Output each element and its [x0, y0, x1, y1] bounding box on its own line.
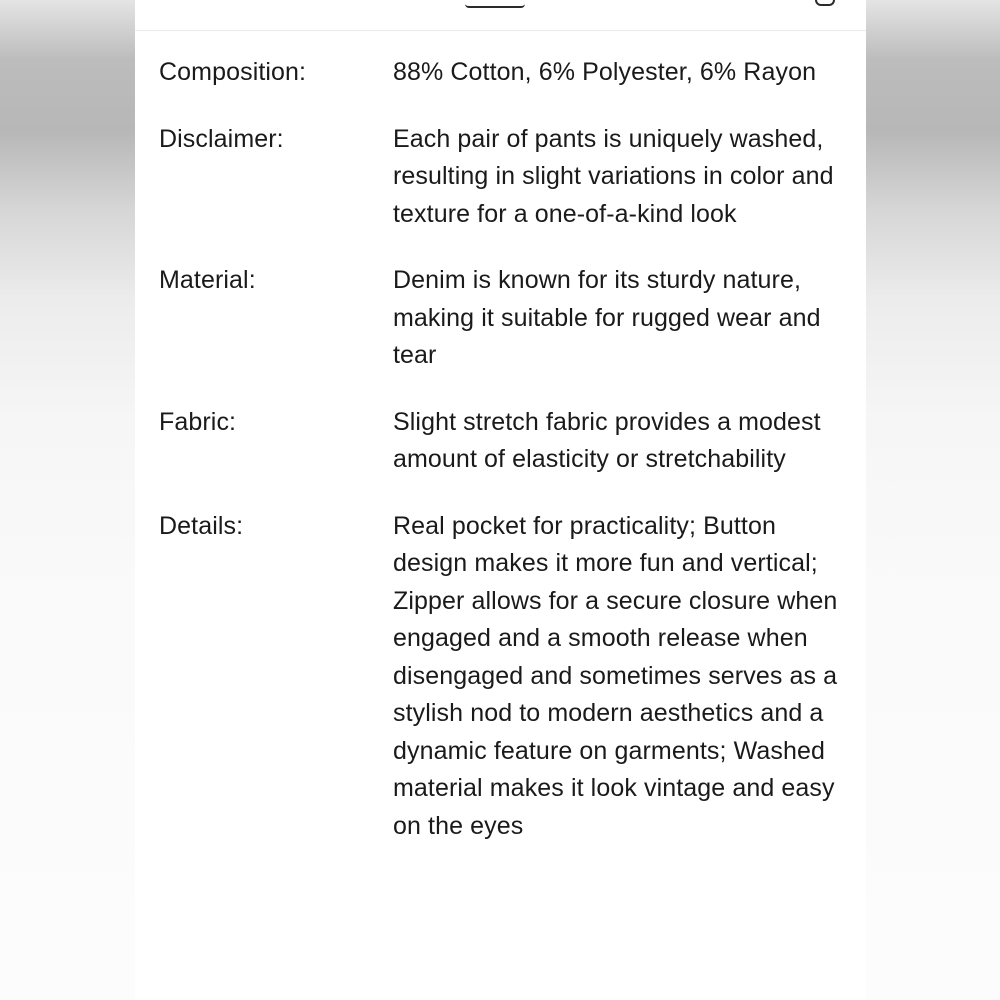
- spec-value: Denim is known for its sturdy nature, making it suitable for rugged wear and tear: [393, 266, 821, 369]
- card-header-cropped: [135, 0, 866, 31]
- header-title-fragment: [465, 0, 525, 8]
- product-specs-card: [135, 0, 866, 1000]
- cropped-header-icon[interactable]: [815, 0, 835, 6]
- spec-label: Composition:: [159, 58, 307, 86]
- spec-label: Details:: [159, 511, 244, 540]
- spec-value: Real pocket for practicality; Button design makes it more fun and vertical; Zipper allows for a secure closure when engaged and a smooth release when disengaged and sometimes serves as a stylish nod to modern aesthetics and a dynamic feature on garments; Washed material makes it look vintage and easy on the eyes: [393, 511, 838, 840]
- spec-row-material: [159, 262, 849, 375]
- spec-label: Fabric:: [159, 407, 237, 436]
- spec-row-fabric: [159, 404, 849, 479]
- spec-row-details: [159, 508, 849, 846]
- spec-label: Disclaimer:: [159, 124, 284, 153]
- spec-row-composition: [159, 54, 849, 92]
- spec-label: Material:: [159, 266, 256, 294]
- spec-value: Slight stretch fabric provides a modest amount of elasticity or stretchability: [393, 407, 821, 473]
- spec-value: 88% Cotton, 6% Polyester, 6% Rayon: [393, 58, 817, 86]
- spec-list: [159, 54, 849, 874]
- spec-value: Each pair of pants is uniquely washed, resulting in slight variations in color and texture for a one-of-a-kind look: [393, 124, 834, 228]
- spec-row-disclaimer: [159, 121, 849, 234]
